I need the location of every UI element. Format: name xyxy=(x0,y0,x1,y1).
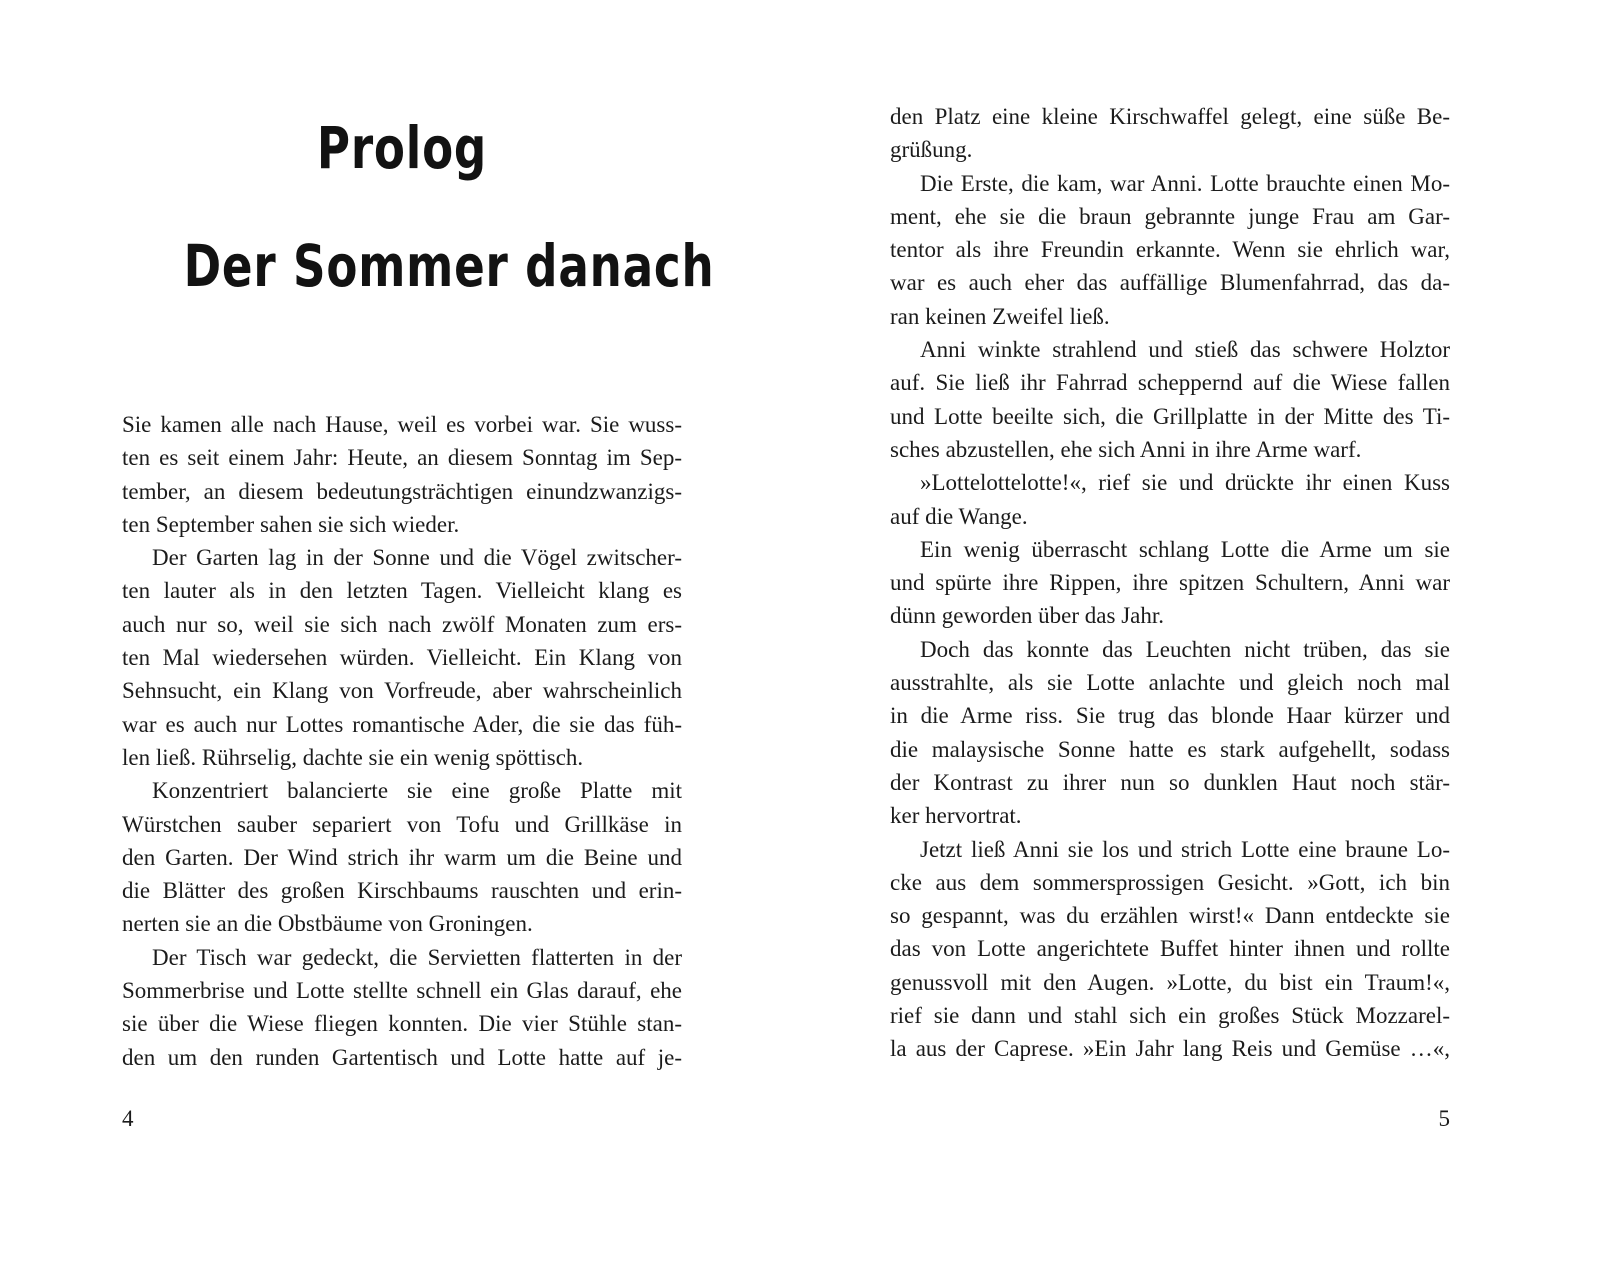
left-page-text xyxy=(122,408,682,1074)
text-line: auf. Sie ließ ihr Fahrrad scheppernd auf die Wiese fallen xyxy=(890,370,1450,396)
text-line: Jetzt ließ Anni sie los und strich Lotte eine braune Lo- xyxy=(920,836,1450,862)
text-line: Doch das konnte das Leuchten nicht trüben, das sie xyxy=(920,636,1450,662)
text-line: tember, an diesem bedeutungsträchtigen einundzwanzigs- xyxy=(122,478,682,504)
text-line: Der Garten lag in der Sonne und die Vögel zwitscher- xyxy=(152,545,682,571)
text-line: in die Arme riss. Sie trug das blonde Haar kürzer und xyxy=(890,703,1450,729)
text-line: nerten sie an die Obstbäume von Groningen. xyxy=(122,911,533,937)
text-line: rief sie dann und stahl sich ein großes Stück Mozzarel- xyxy=(890,1003,1450,1029)
text-line: len ließ. Rührselig, dachte sie ein wenig spöttisch. xyxy=(122,744,584,770)
paragraph xyxy=(890,466,1450,533)
paragraph xyxy=(122,941,682,1074)
text-line: Sie kamen alle nach Hause, weil es vorbei war. Sie wuss- xyxy=(122,412,682,437)
text-line: Würstchen sauber separiert von Tofu und Grillkäse in xyxy=(122,811,682,837)
text-line: Anni winkte strahlend und stieß das schwere Holztor xyxy=(920,337,1450,363)
text-line: Ein wenig überrascht schlang Lotte die Arme um sie xyxy=(920,536,1450,562)
text-line: ten Mal wiedersehen würden. Vielleicht. Ein Klang von xyxy=(122,645,682,671)
text-line: das von Lotte angerichtete Buffet hinter ihnen und rollte xyxy=(890,936,1450,962)
text-line: war es auch eher das auffällige Blumenfahrrad, das da- xyxy=(890,270,1450,296)
text-line: Sehnsucht, ein Klang von Vorfreude, aber wahrscheinlich xyxy=(122,678,682,704)
text-line: und Lotte beeilte sich, die Grillplatte in der Mitte des Ti- xyxy=(890,403,1450,429)
text-line: den Garten. Der Wind strich ihr warm um die Beine und xyxy=(122,844,682,870)
paragraph xyxy=(890,333,1450,466)
text-line: den Platz eine kleine Kirschwaffel gelegt, eine süße Be- xyxy=(890,104,1450,129)
paragraph xyxy=(122,774,682,940)
text-line: tentor als ihre Freundin erkannte. Wenn sie ehrlich war, xyxy=(890,237,1450,263)
text-line: sie über die Wiese fliegen konnten. Die vier Stühle stan- xyxy=(122,1011,682,1037)
text-line: die Blätter des großen Kirschbaums rauschten und erin- xyxy=(122,878,682,904)
right-page-number: 5 xyxy=(1438,1106,1450,1131)
paragraph xyxy=(122,408,682,541)
text-line: der Kontrast zu ihrer nun so dunklen Haut noch stär- xyxy=(890,769,1450,795)
text-line: auch nur so, weil sie sich nach zwölf Monaten zum ers- xyxy=(122,611,682,637)
chapter-subtitle: Der Sommer danach xyxy=(183,232,715,300)
text-line: ten es seit einem Jahr: Heute, an diesem Sonntag im Sep- xyxy=(122,445,682,471)
left-page-number: 4 xyxy=(122,1106,134,1131)
text-line: la aus der Caprese. »Ein Jahr lang Reis und Gemüse …«, xyxy=(890,1036,1450,1062)
text-line: Sommerbrise und Lotte stellte schnell ein Glas darauf, ehe xyxy=(122,978,682,1004)
text-line: ran keinen Zweifel ließ. xyxy=(890,303,1110,329)
text-line: cke aus dem sommersprossigen Gesicht. »Gott, ich bin xyxy=(890,869,1450,895)
right-page-text xyxy=(890,100,1450,1066)
text-line: den um den runden Gartentisch und Lotte hatte auf je- xyxy=(122,1044,682,1070)
text-line: ausstrahlte, als sie Lotte anlachte und gleich noch mal xyxy=(890,670,1450,696)
text-line: genussvoll mit den Augen. »Lotte, du bist ein Traum!«, xyxy=(890,969,1450,995)
text-line: grüßung. xyxy=(890,137,973,163)
text-line: so gespannt, was du erzählen wirst!« Dann entdeckte sie xyxy=(890,903,1450,929)
text-line: ker hervortrat. xyxy=(890,803,1022,829)
paragraph xyxy=(122,541,682,774)
paragraph xyxy=(890,100,1450,167)
text-line: »Lottelottelotte!«, rief sie und drückte ihr einen Kuss xyxy=(920,470,1450,496)
paragraph xyxy=(890,833,1450,1066)
paragraph xyxy=(890,633,1450,833)
text-line: Die Erste, die kam, war Anni. Lotte brauchte einen Mo- xyxy=(920,170,1450,196)
chapter-prolog-title: Prolog xyxy=(316,114,488,182)
paragraph xyxy=(890,167,1450,333)
paragraph xyxy=(890,533,1450,633)
text-line: auf die Wange. xyxy=(890,503,1028,529)
text-line: Der Tisch war gedeckt, die Servietten flatterten in der xyxy=(152,944,682,970)
text-line: ten lauter als in den letzten Tagen. Vielleicht klang es xyxy=(122,578,682,604)
text-line: ment, ehe sie die braun gebrannte junge Frau am Gar- xyxy=(890,203,1450,229)
text-line: sches abzustellen, ehe sich Anni in ihre Arme warf. xyxy=(890,436,1362,462)
text-line: dünn geworden über das Jahr. xyxy=(890,603,1165,629)
text-line: war es auch nur Lottes romantische Ader, die sie das füh- xyxy=(122,711,682,737)
text-line: und spürte ihre Rippen, ihre spitzen Schultern, Anni war xyxy=(890,570,1450,596)
text-line: Konzentriert balancierte sie eine große Platte mit xyxy=(152,778,682,804)
text-line: ten September sahen sie sich wieder. xyxy=(122,511,460,537)
text-line: die malaysische Sonne hatte es stark aufgehellt, sodass xyxy=(890,736,1450,762)
